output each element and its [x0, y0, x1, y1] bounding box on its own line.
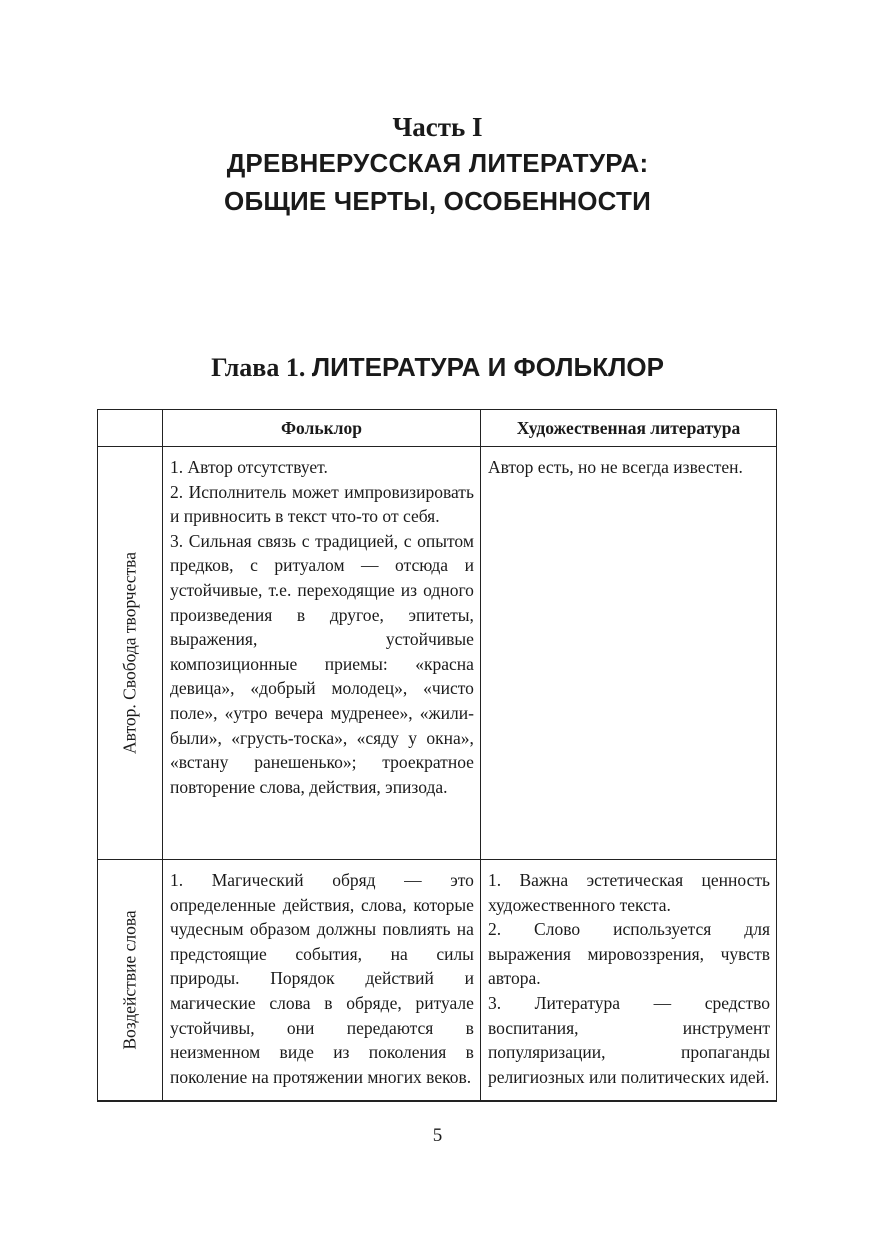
table-row [98, 447, 777, 860]
literature-item: 2. Слово используется для выражения мировоззрения, чувств автора. [487, 919, 770, 989]
header-literature: Художественная литература [480, 410, 776, 447]
folklore-cell [163, 447, 481, 860]
literature-item: Автор есть, но не всегда известен. [487, 457, 743, 477]
part-title-line-1: ДРЕВНЕРУССКАЯ ЛИТЕРАТУРА: [226, 148, 649, 178]
literature-item: 1. Важна эстетическая ценность художественного текста. [487, 870, 770, 915]
literature-item: 3. Литература — средство воспитания, инструмент популяризации, пропаганды религиозных или политических идей. [487, 992, 770, 1087]
part-heading [0, 110, 875, 220]
table-header-row [98, 410, 777, 447]
row-label: Автор. Свобода творчества [119, 552, 140, 754]
chapter-heading [0, 352, 875, 383]
chapter-number: Глава 1. [211, 353, 306, 382]
folklore-item: 1. Магический обряд — это определенные действия, слова, которые чудесным образом должны повлиять на предстоящие события, на силы природы. Порядок действий и магические слова в обряде, ритуале устойчивы, они передаются в неизменном виде из поколения в поколение на протяжении многих веков. [170, 870, 474, 1087]
header-empty [98, 410, 163, 447]
folklore-item: 1. Автор отсутствует. [170, 457, 328, 477]
folklore-item: 3. Сильная связь с традицией, с опытом предков, с ритуалом — отсюда и устойчивые, т.е. переходящие из одного произведения в другое, эпитеты, выражения, устойчивые композиционные приемы: «красна девица», «добрый молодец», «чисто поле», «утро вечера мудренее», «жили-были», «грусть-тоска», «сяду у окна», «встану ранешенько»; троекратное повторение слова, действия, эпизода. [170, 530, 474, 797]
header-folklore: Фольклор [163, 410, 481, 447]
literature-cell [480, 860, 776, 1102]
comparison-table [97, 409, 777, 1102]
row-label: Воздействие слова [119, 910, 140, 1050]
chapter-title: ЛИТЕРАТУРА И ФОЛЬКЛОР [311, 352, 664, 382]
part-label: Часть I [392, 112, 483, 142]
part-title-line-2: ОБЩИЕ ЧЕРТЫ, ОСОБЕННОСТИ [224, 186, 651, 216]
page-number: 5 [432, 1125, 443, 1146]
folklore-item: 2. Исполнитель может импровизировать и привносить в текст что-то от себя. [170, 481, 474, 527]
folklore-cell [163, 860, 481, 1102]
row-label-cell [98, 860, 163, 1102]
literature-cell [480, 447, 776, 860]
row-label-cell [98, 447, 163, 860]
table-row [98, 860, 777, 1102]
